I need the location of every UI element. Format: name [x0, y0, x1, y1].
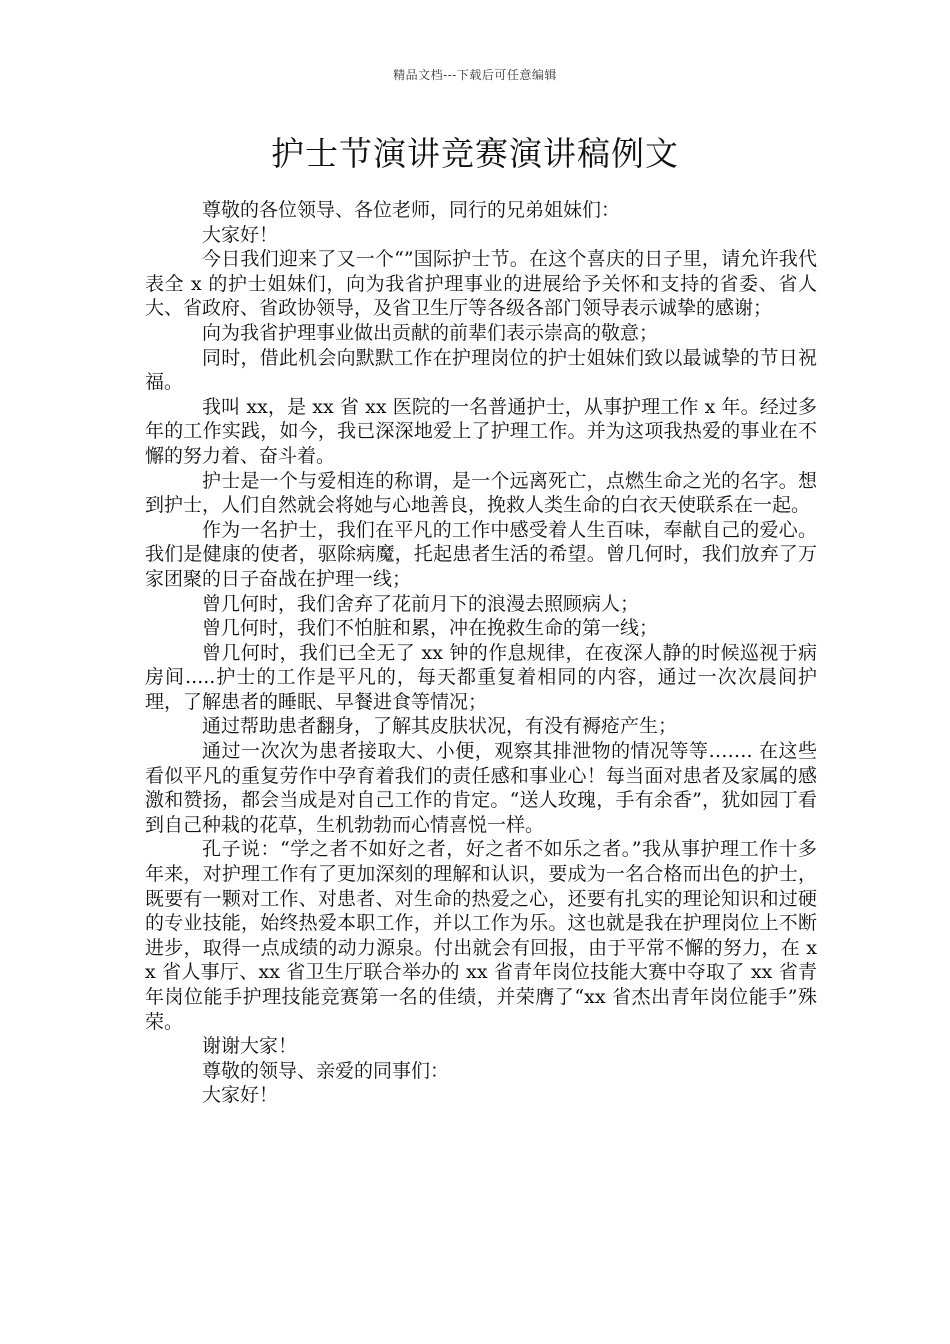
paragraph: 我叫 xx，是 xx 省 xx 医院的一名普通护士，从事护理工作 x 年。经过多年的工作实践，如今，我已深深地爱上了护理工作。并为这项我热爱的事业在不懈的努力着、奋斗着。 [145, 395, 817, 467]
speech-body [145, 198, 817, 1108]
paragraph: 通过一次次为患者接取大、小便，观察其排泄物的情况等等……. 在这些看似平凡的重复劳作中孕育着我们的责任感和事业心！每当面对患者及家属的感激和赞扬，都会当成是对自己工作的肯定。“送人玫瑰，手有余香”，犹如园丁看到自己种栽的花草，生机勃勃而心情喜悦一样。 [145, 740, 817, 836]
paragraph: 大家好！ [202, 1084, 279, 1107]
paragraph: 曾几何时，我们不怕脏和累，冲在挽救生命的第一线； [202, 617, 659, 640]
paragraph: 向为我省护理事业做出贡献的前辈们表示崇高的敬意； [202, 321, 659, 344]
paragraph: 大家好！ [202, 223, 279, 246]
paragraph: 曾几何时，我们舍弃了花前月下的浪漫去照顾病人； [202, 592, 640, 615]
paragraph: 谢谢大家！ [202, 1035, 298, 1058]
paragraph: 尊敬的各位领导、各位老师，同行的兄弟姐妹们： [202, 199, 621, 221]
paragraph: 同时，借此机会向默默工作在护理岗位的护士姐妹们致以最诚挚的节日祝福。 [145, 346, 817, 394]
paragraph: 作为一名护士，我们在平凡的工作中感受着人生百味，奉献自己的爱心。我们是健康的使者，驱除病魔，托起患者生活的希望。曾几何时，我们放弃了万家团聚的日子奋战在护理一线； [145, 518, 817, 590]
paragraph: 护士是一个与爱相连的称谓，是一个远离死亡，点燃生命之光的名字。想到护士，人们自然就会将她与心地善良，挽救人类生命的白衣天使联系在一起。 [145, 469, 817, 517]
paragraph: 尊敬的领导、亲爱的同事们： [202, 1059, 450, 1082]
page-title: 护士节演讲竞赛演讲稿例文 [271, 134, 679, 173]
paragraph: 今日我们迎来了又一个“”国际护士节。在这个喜庆的日子里，请允许我代表全 x 的护士姐妹们，向为我省护理事业的进展给予关怀和支持的省委、省人大、省政府、省政协领导，及省卫生厅等各级各部门领导表示诚挚的感谢； [145, 248, 817, 320]
paragraph: 曾几何时，我们已全无了 xx 钟的作息规律，在夜深人静的时候巡视于病房间.....护士的工作是平凡的，每天都重复着相同的内容，通过一次次晨间护理，了解患者的睡眠、早餐进食等情况； [145, 641, 817, 713]
header-note: 精品文档---下载后可任意编辑 [393, 68, 557, 82]
paragraph: 通过帮助患者翻身，了解其皮肤状况，有没有褥疮产生； [202, 715, 678, 738]
paragraph: 孔子说：“学之者不如好之者，好之者不如乐之者。”我从事护理工作十多年来，对护理工作有了更加深刻的理解和认识，要成为一名合格而出色的护士，既要有一颗对工作、对患者、对生命的热爱之心，还要有扎实的理论知识和过硬的专业技能，始终热爱本职工作，并以工作为乐。这也就是我在护理岗位上不断进步，取得一点成绩的动力源泉。付出就会有回报，由于平常不懈的努力，在 xx 省人事厅、xx 省卫生厅联合举办的 xx 省青年岗位技能大赛中夺取了 xx 省青年岗位能手护理技能竞赛第一名的佳绩，并荣膺了“xx 省杰出青年岗位能手”殊荣。 [145, 838, 817, 1033]
